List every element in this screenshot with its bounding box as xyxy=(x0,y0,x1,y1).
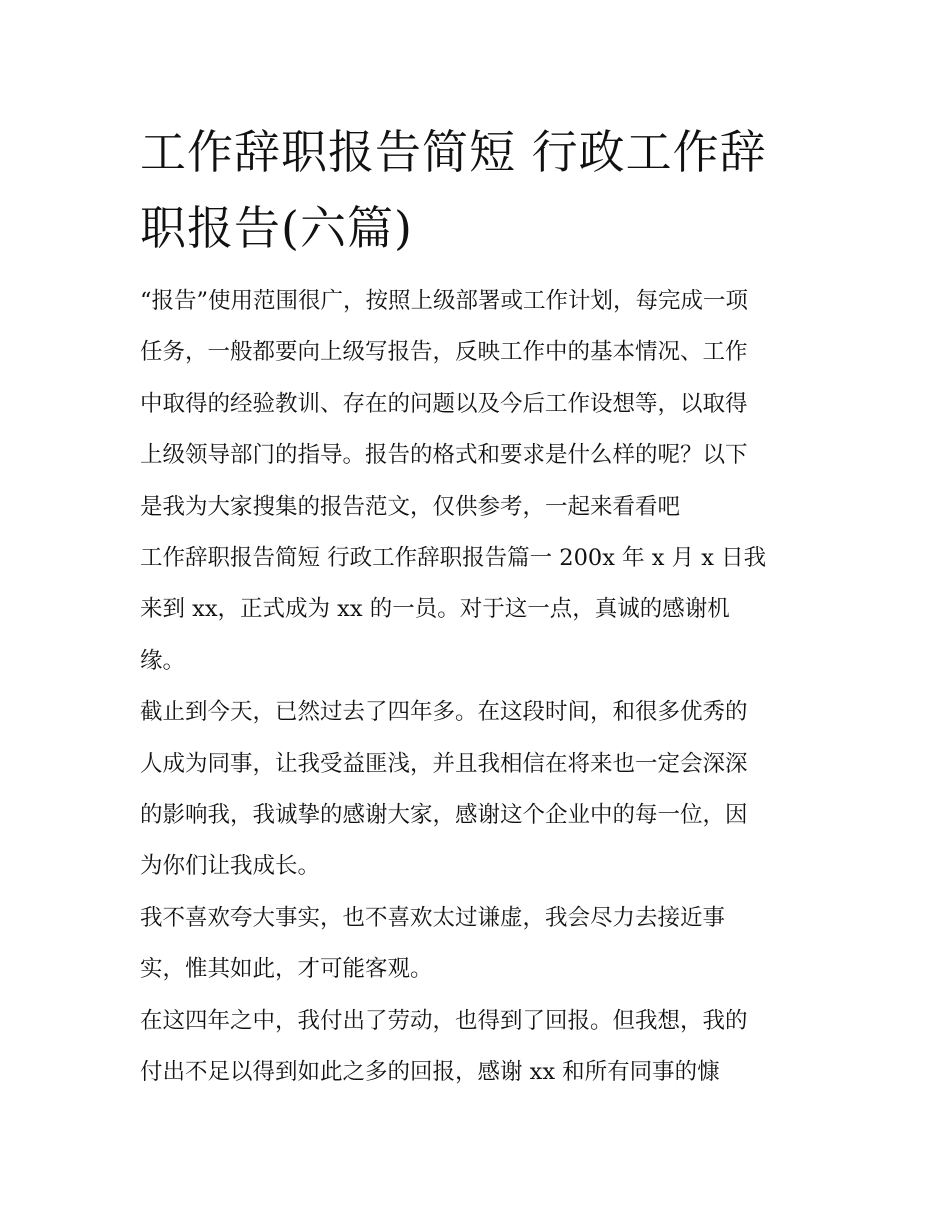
paragraph-1: 工作辞职报告简短 行政工作辞职报告篇一 200x 年 x 月 x 日我 来到 xx，正式成为 xx 的一员。对于这一点，真诚的感谢机 缘。 xyxy=(140,545,767,674)
paragraph-4: 在这四年之中，我付出了劳动，也得到了回报。但我想，我的 付出不足以得到如此之多的回报，感谢 xx 和所有同事的慷 xyxy=(140,1007,748,1086)
document-body xyxy=(140,276,830,1099)
paragraph-intro: “报告”使用范围很广，按照上级部署或工作计划，每完成一项 任务，一般都要向上级写报告，反映工作中的基本情况、工作 中取得的经验教训、存在的问题以及今后工作设想等，以取得 上级领导部门的指导。报告的格式和要求是什么样的呢？以下 是我为大家搜集的报告范文，仅供参考，一起来看看吧 xyxy=(140,288,749,520)
paragraph-3: 我不喜欢夸大事实，也不喜欢太过谦虚，我会尽力去接近事 实，惟其如此，才可能客观。 xyxy=(140,904,726,983)
document-title: 工作辞职报告简短 行政工作辞 职报告(六篇) xyxy=(140,125,767,255)
paragraph-2: 截止到今天，已然过去了四年多。在这段时间，和很多优秀的 人成为同事，让我受益匪浅，并且我相信在将来也一定会深深 的影响我，我诚挚的感谢大家，感谢这个企业中的每一位，因 为你们让我成长。 xyxy=(140,699,748,880)
